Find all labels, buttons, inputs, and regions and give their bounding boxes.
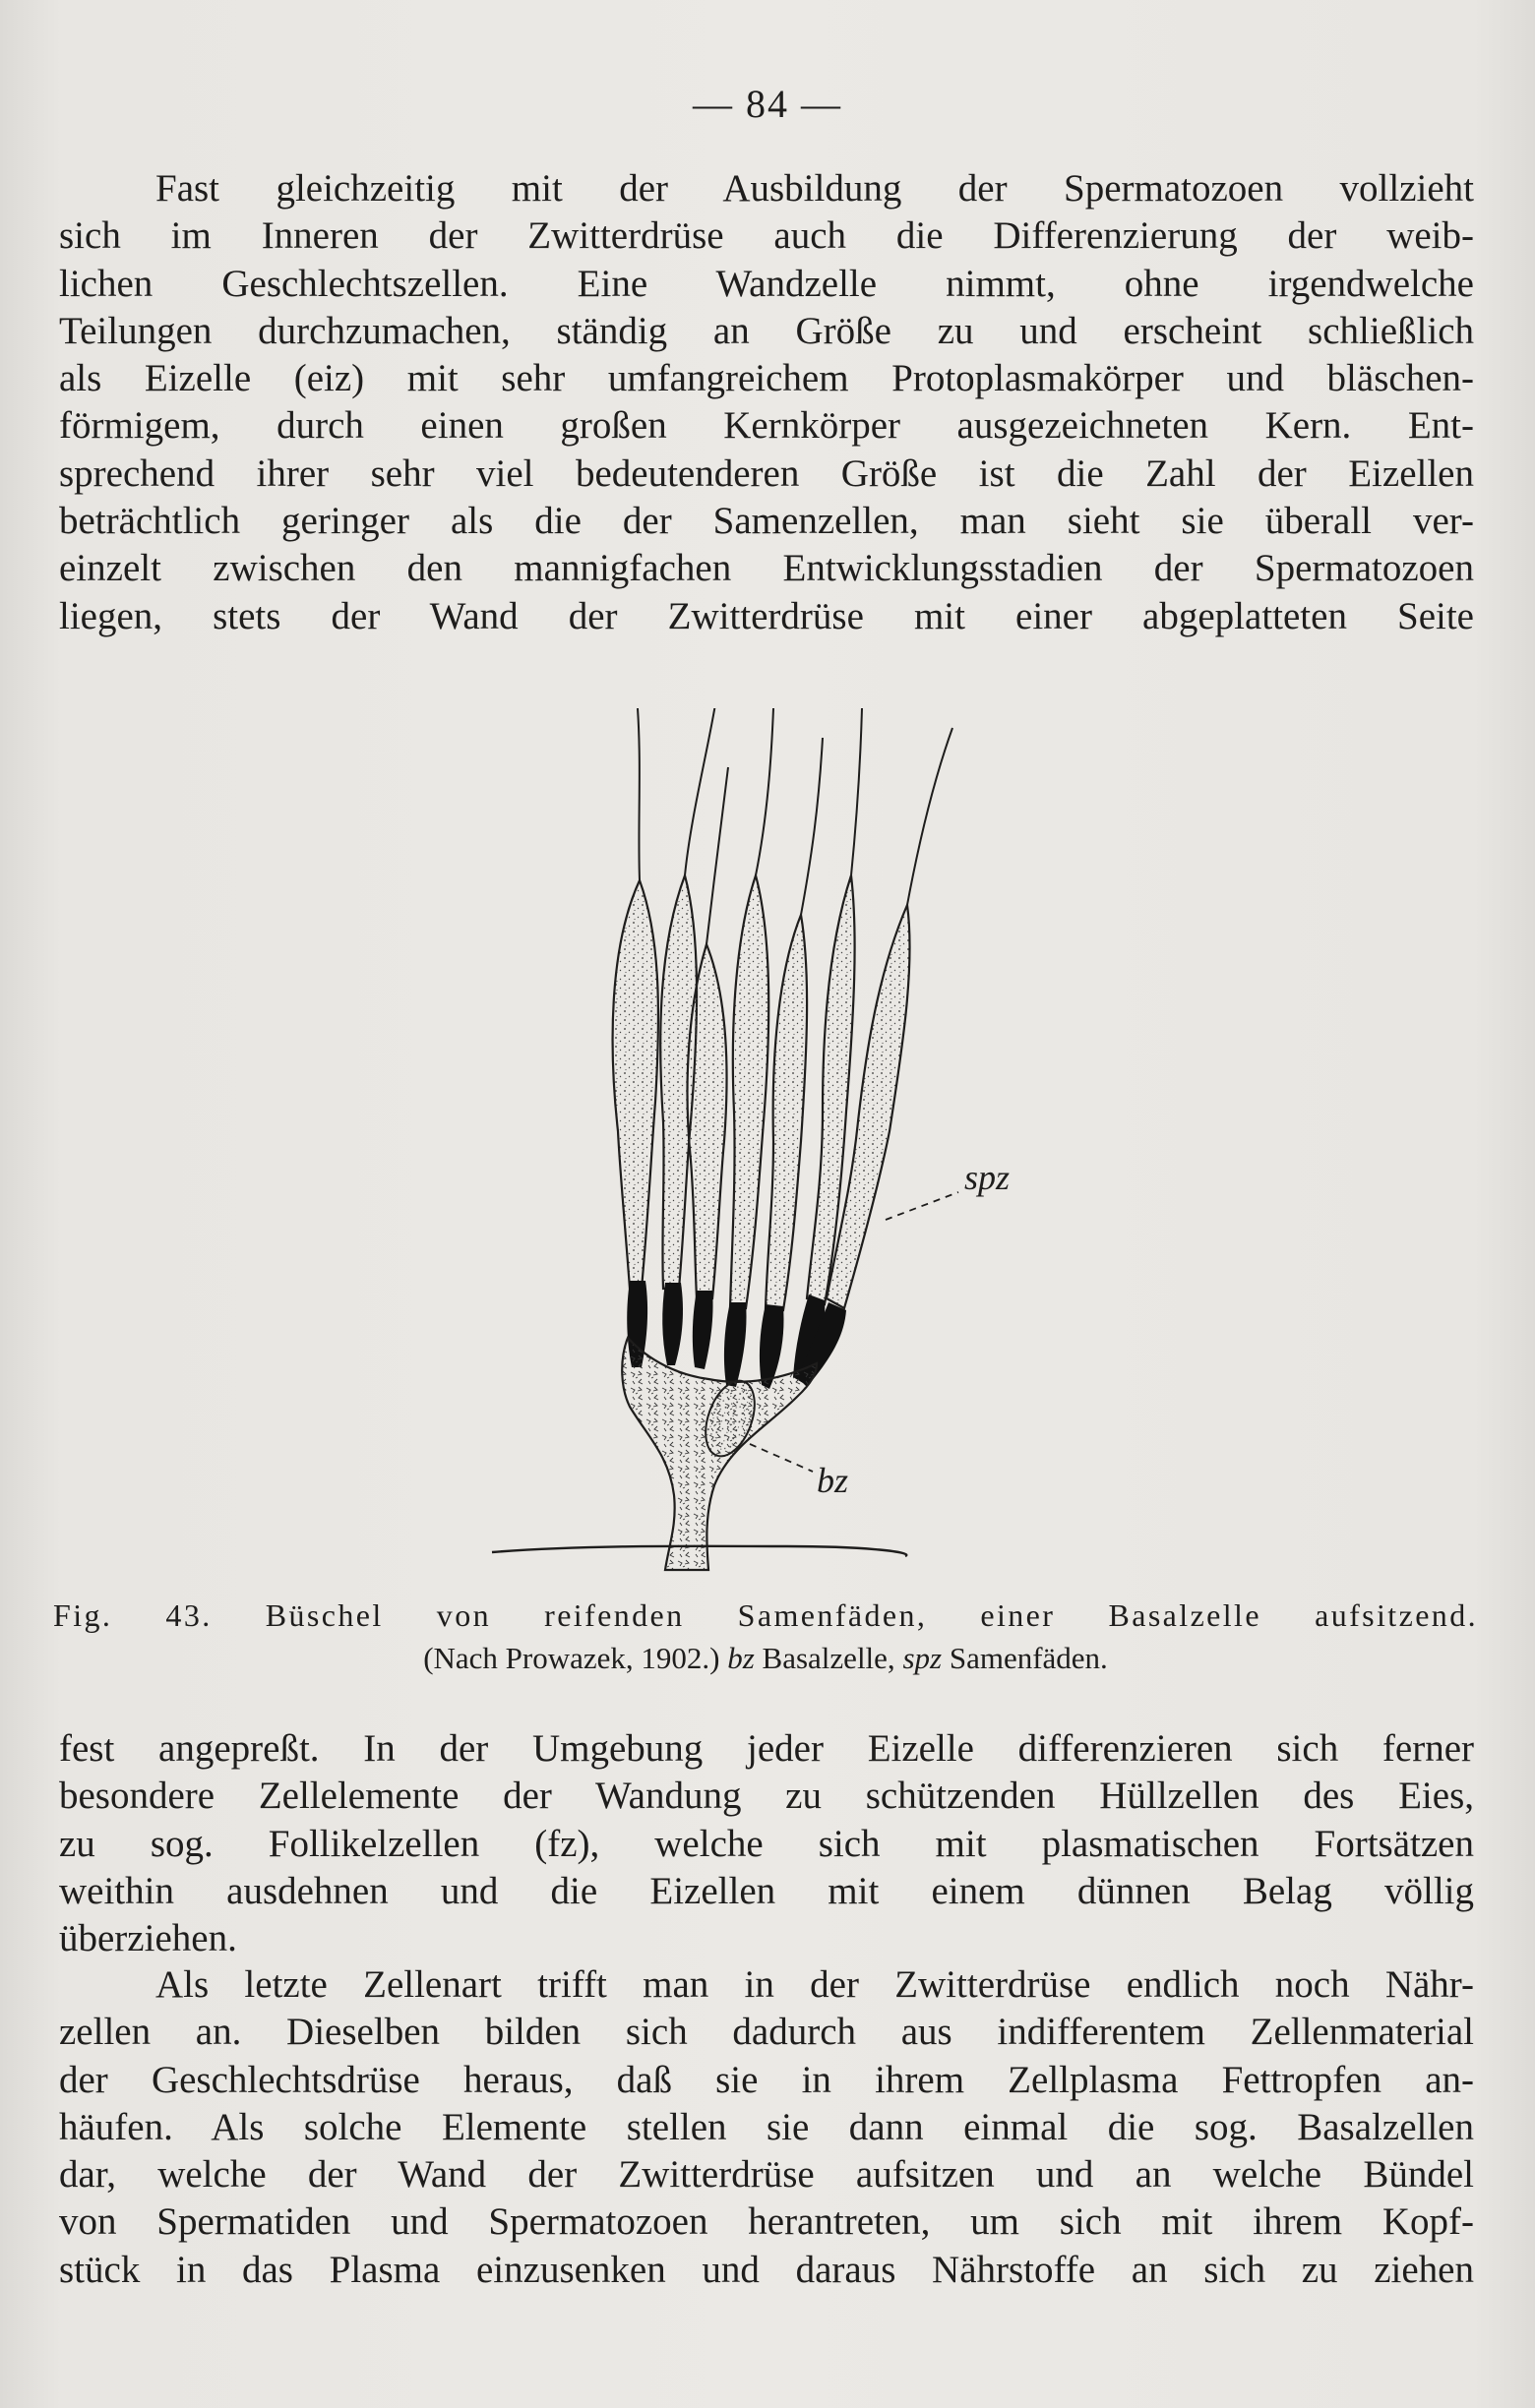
figure-caption — [53, 1594, 1478, 1680]
text-line: sich im Inneren der Zwitterdrüse auch die Differenzierung der weib- — [59, 214, 1474, 258]
text-line: häufen. Als solche Elemente stellen sie dann einmal die sog. Basalzellen — [59, 2105, 1474, 2148]
label-bz: bz — [817, 1461, 849, 1500]
figure-spermatozoa-bundle — [472, 708, 1082, 1574]
text-line: sprechend ihrer sehr viel bedeutenderen Größe ist die Zahl der Eizellen — [59, 452, 1474, 495]
text-line: lichen Geschlechtszellen. Eine Wandzelle nimmt, ohne irgendwelche — [59, 262, 1474, 305]
text-line: besondere Zellelemente der Wandung zu schützenden Hüllzellen des Eies, — [59, 1775, 1474, 1818]
caption-text: Samenfäden. — [949, 1641, 1108, 1675]
page-number: — 84 — — [693, 82, 842, 126]
text-line: fest angepreßt. In der Umgebung jeder Eizelle differenzieren sich ferner — [59, 1727, 1474, 1770]
text-line: förmigem, durch einen großen Kernkörper ausgezeichneten Kern. Ent- — [59, 404, 1474, 448]
text-line: von Spermatiden und Spermatozoen herantreten, um sich mit ihrem Kopf- — [59, 2200, 1474, 2244]
spermatozoa-bodies — [613, 875, 910, 1310]
text-line: Teilungen durchzumachen, ständig an Größe zu und erscheint schließlich — [59, 309, 1474, 352]
label-spz: spz — [964, 1158, 1011, 1197]
text-line: zellen an. Dieselben bilden sich dadurch aus indifferentem Zellenmaterial — [59, 2011, 1474, 2054]
text-line: dar, welche der Wand der Zwitterdrüse aufsitzen und an welche Bündel — [59, 2153, 1474, 2197]
text-line: zu sog. Follikelzellen (fz), welche sich mit plasmatischen Fortsätzen — [59, 1822, 1474, 1865]
text-line: der Geschlechtsdrüse heraus, daß sie in ihrem Zellplasma Fettropfen an- — [59, 2058, 1474, 2101]
text-line: als Eizelle (eiz) mit sehr umfangreichem Protoplasmakörper und bläschen- — [59, 357, 1474, 400]
caption-line-1: Fig. 43. Büschel von reifenden Samenfäden, einer Basalzelle aufsitzend. — [53, 1597, 1478, 1633]
illustration-drawing — [472, 708, 1082, 1574]
caption-line-2 — [53, 1637, 1478, 1680]
text-line: stück in das Plasma einzusenken und daraus Nährstoffe an sich zu ziehen — [59, 2248, 1474, 2291]
text-line: Fast gleichzeitig mit der Ausbildung der Spermatozoen vollzieht — [155, 167, 1474, 210]
text-line: einzelt zwischen den mannigfachen Entwicklungsstadien der Spermatozoen — [59, 547, 1474, 590]
paragraph-3 — [59, 1961, 1474, 2294]
text-line: liegen, stets der Wand der Zwitterdrüse mit einer abgeplatteten Seite — [59, 594, 1474, 637]
paragraph-2 — [59, 1725, 1474, 1962]
caption-text: Basalzelle, — [762, 1641, 895, 1675]
paragraph-1 — [59, 165, 1474, 640]
text-line: Als letzte Zellenart trifft man in der Zwitterdrüse endlich noch Nähr- — [155, 1963, 1474, 2006]
caption-source: (Nach Prowazek, 1902.) — [423, 1641, 720, 1675]
text-line: weithin ausdehnen und die Eizellen mit einem dünnen Belag völlig — [59, 1869, 1474, 1912]
caption-abbr-spz: spz — [902, 1641, 943, 1675]
caption-abbr-bz: bz — [727, 1641, 755, 1675]
spz-leader-line — [886, 1192, 958, 1220]
text-line: beträchtlich geringer als die der Samenzellen, man sieht sie überall ver- — [59, 500, 1474, 543]
bz-leader-line — [750, 1444, 813, 1472]
text-line: überziehen. — [59, 1917, 237, 1960]
